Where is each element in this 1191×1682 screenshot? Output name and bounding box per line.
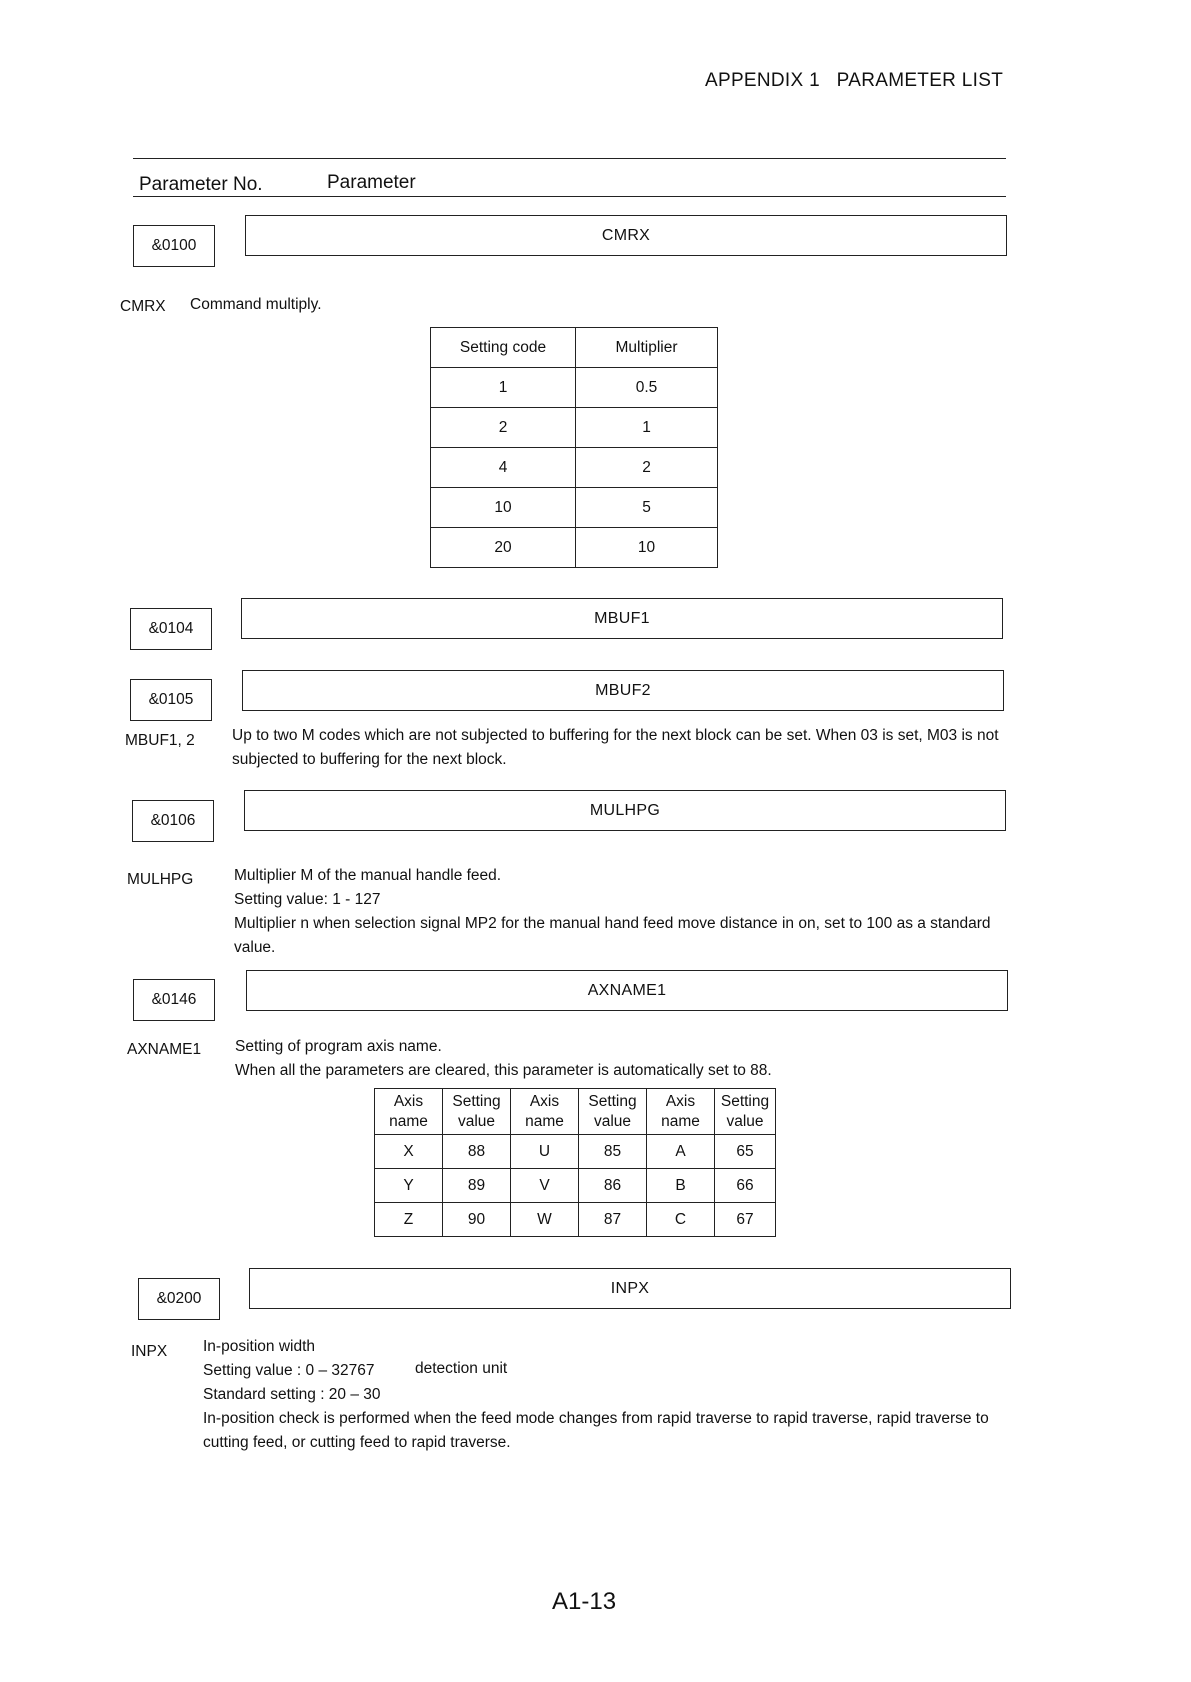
table-cell: U [511,1135,579,1169]
table-row [431,368,718,408]
mulhpg-line-2: Setting value: 1 - 127 [234,891,381,908]
table-cell: 2 [431,408,576,448]
inpx-line-3: Standard setting : 20 – 30 [203,1386,381,1403]
table-row [431,488,718,528]
table-cell: 65 [715,1135,776,1169]
param-name-mulhpg: MULHPG [244,790,1006,831]
table-cell: 10 [576,528,718,568]
page-number: A1-13 [552,1588,617,1615]
table-header-cell: Setting value [579,1089,647,1135]
param-name-mbuf2: MBUF2 [242,670,1004,711]
table-row [375,1169,776,1203]
table-cell: Y [375,1169,443,1203]
table-cell: V [511,1169,579,1203]
param-no-0146: &0146 [133,979,215,1021]
mulhpg-line-3: Multiplier n when selection signal MP2 for the manual hand feed move distance in on, set to 100 as a standard value. [234,915,991,956]
table-cell: 87 [579,1203,647,1237]
bottom-rule [133,196,1006,197]
param-no-0200: &0200 [138,1278,220,1320]
param-no-0106: &0106 [132,800,214,842]
param-no-0100: &0100 [133,225,215,267]
table-cell: 5 [576,488,718,528]
column-param-no: Parameter No. [139,174,263,195]
cmrx-description: Command multiply. [190,296,322,313]
table-cell: 90 [443,1203,511,1237]
inpx-line-2: Setting value : 0 – 32767 [203,1362,375,1379]
mbuf-label: MBUF1, 2 [125,732,195,749]
axname-label: AXNAME1 [127,1041,202,1058]
param-name-axname1: AXNAME1 [246,970,1008,1011]
table-cell: 66 [715,1169,776,1203]
inpx-description [203,1335,1013,1455]
param-name-mbuf1: MBUF1 [241,598,1003,639]
axname-description [235,1035,1015,1083]
table-row [375,1203,776,1237]
cmrx-header-multiplier: Multiplier [576,328,718,368]
table-row [375,1135,776,1169]
table-cell: 0.5 [576,368,718,408]
param-no-0104: &0104 [130,608,212,650]
table-header-cell: Axis name [511,1089,579,1135]
param-name-cmrx: CMRX [245,215,1007,256]
axname-line-2: When all the parameters are cleared, this parameter is automatically set to 88. [235,1062,772,1079]
axname-table [374,1088,776,1237]
param-no-0105: &0105 [130,679,212,721]
table-row [431,408,718,448]
table-row [431,448,718,488]
table-cell: X [375,1135,443,1169]
param-name-inpx: INPX [249,1268,1011,1309]
table-cell: 20 [431,528,576,568]
inpx-unit: detection unit [415,1360,508,1377]
cmrx-label: CMRX [120,298,166,315]
table-cell: 1 [576,408,718,448]
cmrx-header-setting-code: Setting code [431,328,576,368]
column-parameter: Parameter [327,172,416,193]
mulhpg-label: MULHPG [127,871,194,888]
table-cell: A [647,1135,715,1169]
table-cell: Z [375,1203,443,1237]
inpx-line-4: In-position check is performed when the feed mode changes from rapid traverse to rapid traverse, rapid traverse to cutting feed, or cutting feed to rapid traverse. [203,1410,989,1451]
cmrx-table [430,327,718,568]
top-rule [133,158,1006,159]
table-cell: 2 [576,448,718,488]
table-cell: 89 [443,1169,511,1203]
table-cell: 67 [715,1203,776,1237]
inpx-label: INPX [131,1343,168,1360]
table-cell: 4 [431,448,576,488]
table-cell: W [511,1203,579,1237]
table-row [431,528,718,568]
table-cell: 85 [579,1135,647,1169]
inpx-line-1: In-position width [203,1338,316,1355]
table-cell: 10 [431,488,576,528]
page-header: APPENDIX 1 PARAMETER LIST [705,70,1004,91]
table-header-cell: Setting value [443,1089,511,1135]
table-cell: 1 [431,368,576,408]
table-header-cell: Axis name [647,1089,715,1135]
table-header-cell: Setting value [715,1089,776,1135]
mulhpg-description [234,864,1014,960]
table-cell: 86 [579,1169,647,1203]
table-cell: 88 [443,1135,511,1169]
axname-line-1: Setting of program axis name. [235,1038,442,1055]
table-cell: C [647,1203,715,1237]
table-cell: B [647,1169,715,1203]
mbuf-description: Up to two M codes which are not subjected to buffering for the next block can be set. When 03 is set, M03 is not subjected to buffering for the next block. [232,727,999,768]
mulhpg-line-1: Multiplier M of the manual handle feed. [234,867,502,884]
table-header-cell: Axis name [375,1089,443,1135]
